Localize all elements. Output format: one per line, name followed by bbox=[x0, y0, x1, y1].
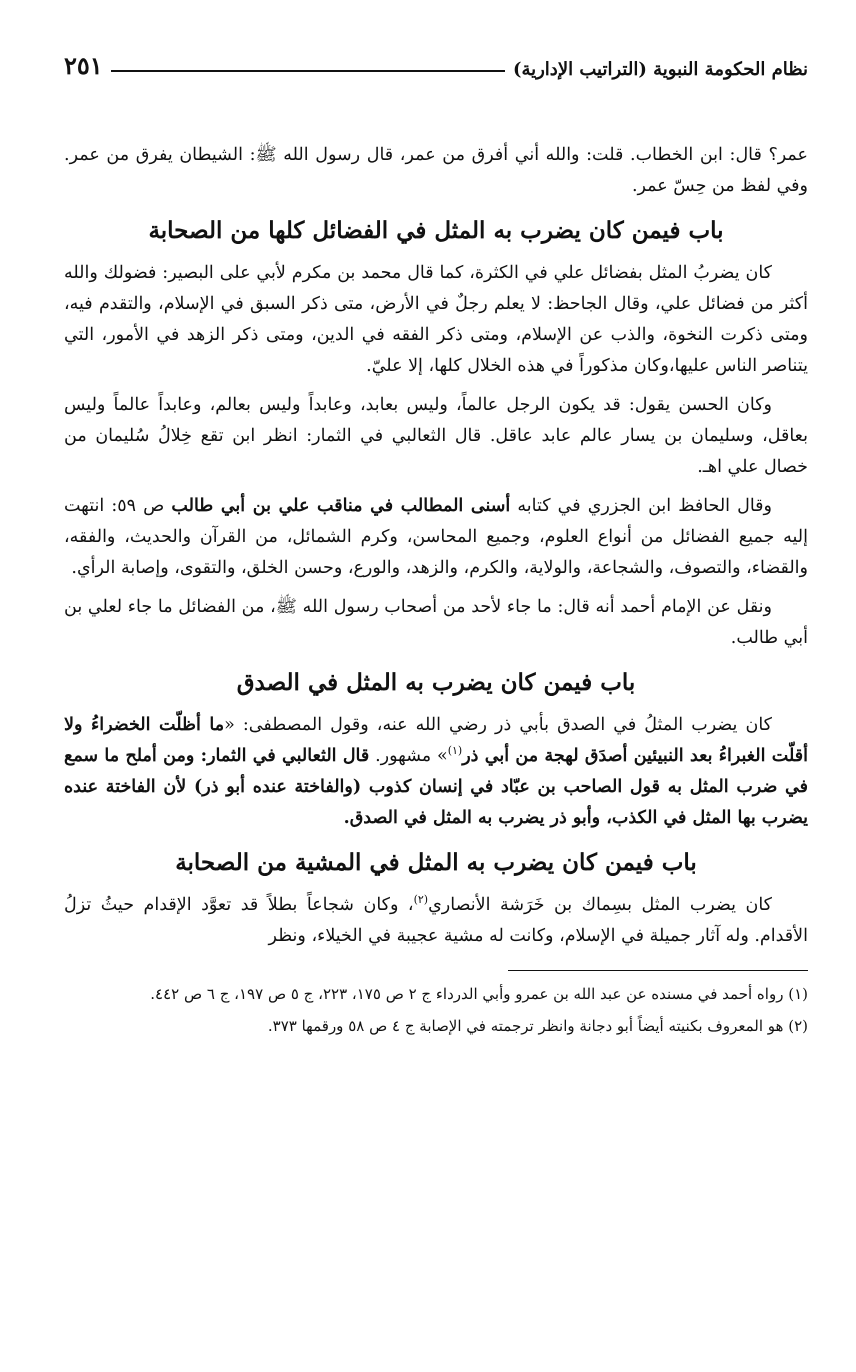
paragraph-2: كان يضربُ المثل بفضائل علي في الكثرة، كما قال محمد بن مكرم لأبي على البصير: فضولك والله أكثر من فضائل علي، وقال الجاحظ: لا يعلم رجلٌ في الأرض، متى ذكر السبق في الإسلام، والتقدم فيه، ومتى ذكرت النخوة، والذب عن الإسلام، ومتى ذكر الفقه في الدين، ومتى ذكر الزهد في الأمور، التي يتناصر الناس عليها،وكان مذكوراً في هذه الخلال كلها، إلا عليّ. bbox=[64, 263, 808, 376]
paragraph-4-start: وقال الحافظ ابن الجزري في كتابه bbox=[510, 496, 772, 516]
paragraph-5: ونقل عن الإمام أحمد أنه قال: ما جاء لأحد من أصحاب رسول الله ﷺ، من الفضائل ما جاء لعلي بن أبي طالب. bbox=[64, 597, 808, 648]
page-number: ٢٥١ bbox=[64, 51, 103, 80]
footnote-marker-1[interactable]: (١) bbox=[447, 744, 463, 758]
paragraph-4-end: ص ٥٩: انتهت إليه جميع الفضائل من أنواع العلوم، وجميع المحاسن، وكرم الشمائل، من القرآن والحديث، والفقه، والقضاء، والتصوف، والشجاعة، والولاية، والكرم، والزهد، والورع، وحسن الخلق، والتقوى، وإصابة الرأي. bbox=[64, 496, 808, 578]
header-rule bbox=[111, 70, 505, 72]
paragraph-7 bbox=[64, 890, 808, 952]
footnote-2: (٢) هو المعروف بكنيته أيضاً أبو دجانة وانظر ترجمته في الإصابة ج ٤ ص ٥٨ ورقمها ٣٧٣. bbox=[267, 1017, 808, 1035]
book-title: أسنى المطالب في مناقب علي بن أبي طالب bbox=[171, 496, 511, 516]
footnote-marker-2[interactable]: (٢) bbox=[413, 893, 429, 907]
book-page bbox=[64, 40, 808, 1045]
paragraph-3: وكان الحسن يقول: قد يكون الرجل عالماً، وليس بعابد، وعابداً وليس بعالم، وعابداً عالماً وليس بعاقل، وسليمان بن يسار عالم عابد عاقل. قال الثعالبي في الثمار: انظر ابن تقع خِلالُ سُليمان من خصال علي اهـ. bbox=[64, 395, 808, 477]
paragraph-6-mid: » مشهور. bbox=[369, 746, 448, 766]
paragraph-1: عمر؟ قال: ابن الخطاب. قلت: والله أني أفرق من عمر، قال رسول الله ﷺ: الشيطان يفرق من عمر. وفي لفظ من حِسّ عمر. bbox=[64, 145, 808, 196]
paragraph-6 bbox=[64, 710, 808, 834]
section-heading-gait: باب فيمن كان يضرب به المثل في المشية من الصحابة bbox=[175, 849, 697, 876]
thaalibi-quote: قال الثعالبي في الثمار: ومن أملح ما سمع في ضرب المثل به قول الصاحب بن عبّاد في إنسان كذوب (والفاختة عنده أبو ذر) لأن الفاختة عنده يضرب بها المثل في الكذب، وأبو ذر يضرب به المثل في الصدق. bbox=[64, 746, 808, 828]
running-head bbox=[64, 40, 808, 80]
footnote-1: (١) رواه أحمد في مسنده عن عبد الله بن عمرو وأبي الدرداء ج ٢ ص ١٧٥، ٢٢٣، ج ٥ ص ١٩٧، ج ٦ ص ٤٤٢. bbox=[150, 985, 808, 1003]
section-heading-truthfulness: باب فيمن كان يضرب به المثل في الصدق bbox=[236, 669, 636, 696]
paragraph-7-start: كان يضرب المثل بسِماك بن خَرَشة الأنصاري bbox=[428, 895, 772, 915]
section-heading-virtues: باب فيمن كان يضرب به المثل في الفضائل كلها من الصحابة bbox=[148, 217, 724, 244]
footnote-rule bbox=[508, 970, 808, 971]
paragraph-4 bbox=[64, 491, 808, 584]
paragraph-7-end: ، وكان شجاعاً بطلاً قد تعوَّد الإقدام حيثُ تزلُ الأقدام. وله آثار جميلة في الإسلام، وكانت له مشية عجيبة في الخيلاء، ونظر bbox=[64, 895, 808, 946]
running-title: نظام الحكومة النبوية (التراتيب الإدارية) bbox=[512, 59, 808, 80]
paragraph-6-start: كان يضرب المثلُ في الصدق بأبي ذر رضي الله عنه، وقول المصطفى: « bbox=[224, 715, 772, 735]
hadith-quote: ما أظلّت الخضراءُ ولا أقلّت الغبراءُ بعد النبيئين أصدَق لهجة من أبي ذر bbox=[64, 715, 808, 766]
